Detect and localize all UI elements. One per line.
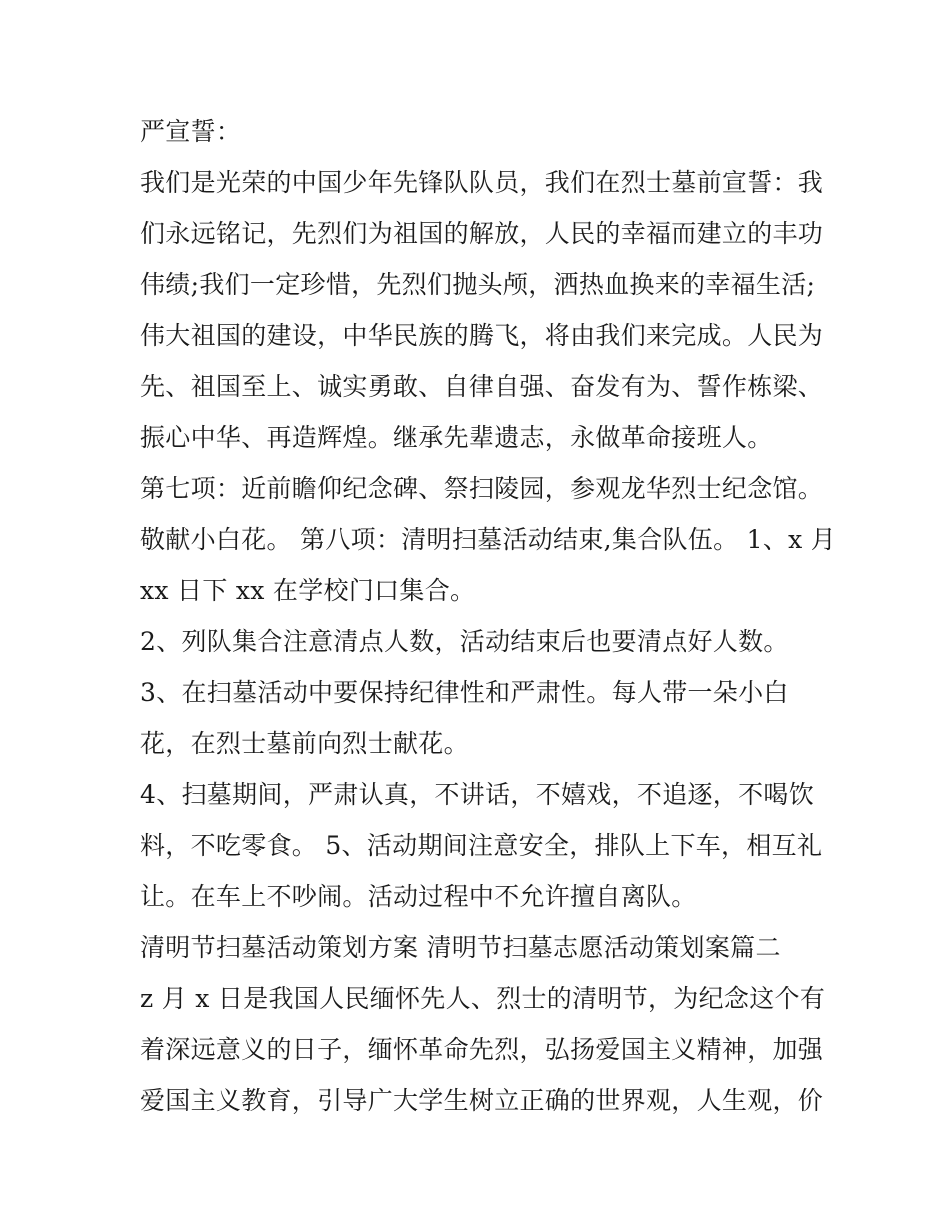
text-line: 让。在车上不吵闹。活动过程中不允许擅自离队。 — [140, 882, 697, 911]
text-line: 花，在烈士墓前向烈士献花。 — [140, 729, 469, 758]
text-line: 料，不吃零食。 5、活动期间注意安全，排队上下车，相互礼 — [140, 831, 823, 860]
text-line: 着深远意义的日子，缅怀革命先烈，弘扬爱国主义精神，加强 — [140, 1035, 824, 1064]
text-line: 2、列队集合注意清点人数，活动结束后也要清点好人数。 — [140, 627, 789, 656]
section-heading: 清明节扫墓活动策划方案 清明节扫墓志愿活动策划案篇二 — [140, 933, 781, 962]
text-line: 第七项：近前瞻仰纪念碑、祭扫陵园，参观龙华烈士纪念馆。 — [140, 474, 824, 503]
text-line: 爱国主义教育，引导广大学生树立正确的世界观，人生观，价 — [140, 1086, 824, 1115]
text-line: z 月 x 日是我国人民缅怀先人、烈士的清明节，为纪念这个有 — [140, 984, 826, 1013]
text-line: 严宣誓： — [140, 117, 242, 146]
text-line: 3、在扫墓活动中要保持纪律性和严肃性。每人带一朵小白 — [140, 678, 789, 707]
document-body — [140, 106, 837, 1126]
text-line: xx 日下 xx 在学校门口集合。 — [140, 576, 476, 605]
text-line: 4、扫墓期间，严肃认真，不讲话，不嬉戏，不追逐，不喝饮 — [140, 780, 815, 809]
text-line: 我们是光荣的中国少年先锋队队员，我们在烈士墓前宣誓：我 — [140, 168, 824, 197]
text-line: 先、祖国至上、诚实勇敢、自律自强、奋发有为、誓作栋梁、 — [140, 372, 824, 401]
text-line: 伟大祖国的建设，中华民族的腾飞，将由我们来完成。人民为 — [140, 321, 824, 350]
text-line: 伟绩;我们一定珍惜，先烈们抛头颅，洒热血换来的幸福生活; — [140, 270, 816, 299]
text-line: 敬献小白花。 第八项：清明扫墓活动结束,集合队伍。 1、x 月 — [140, 525, 837, 554]
text-line: 振心中华、再造辉煌。继承先辈遗志，永做革命接班人。 — [140, 423, 773, 452]
text-line: 们永远铭记，先烈们为祖国的解放，人民的幸福而建立的丰功 — [140, 219, 824, 248]
